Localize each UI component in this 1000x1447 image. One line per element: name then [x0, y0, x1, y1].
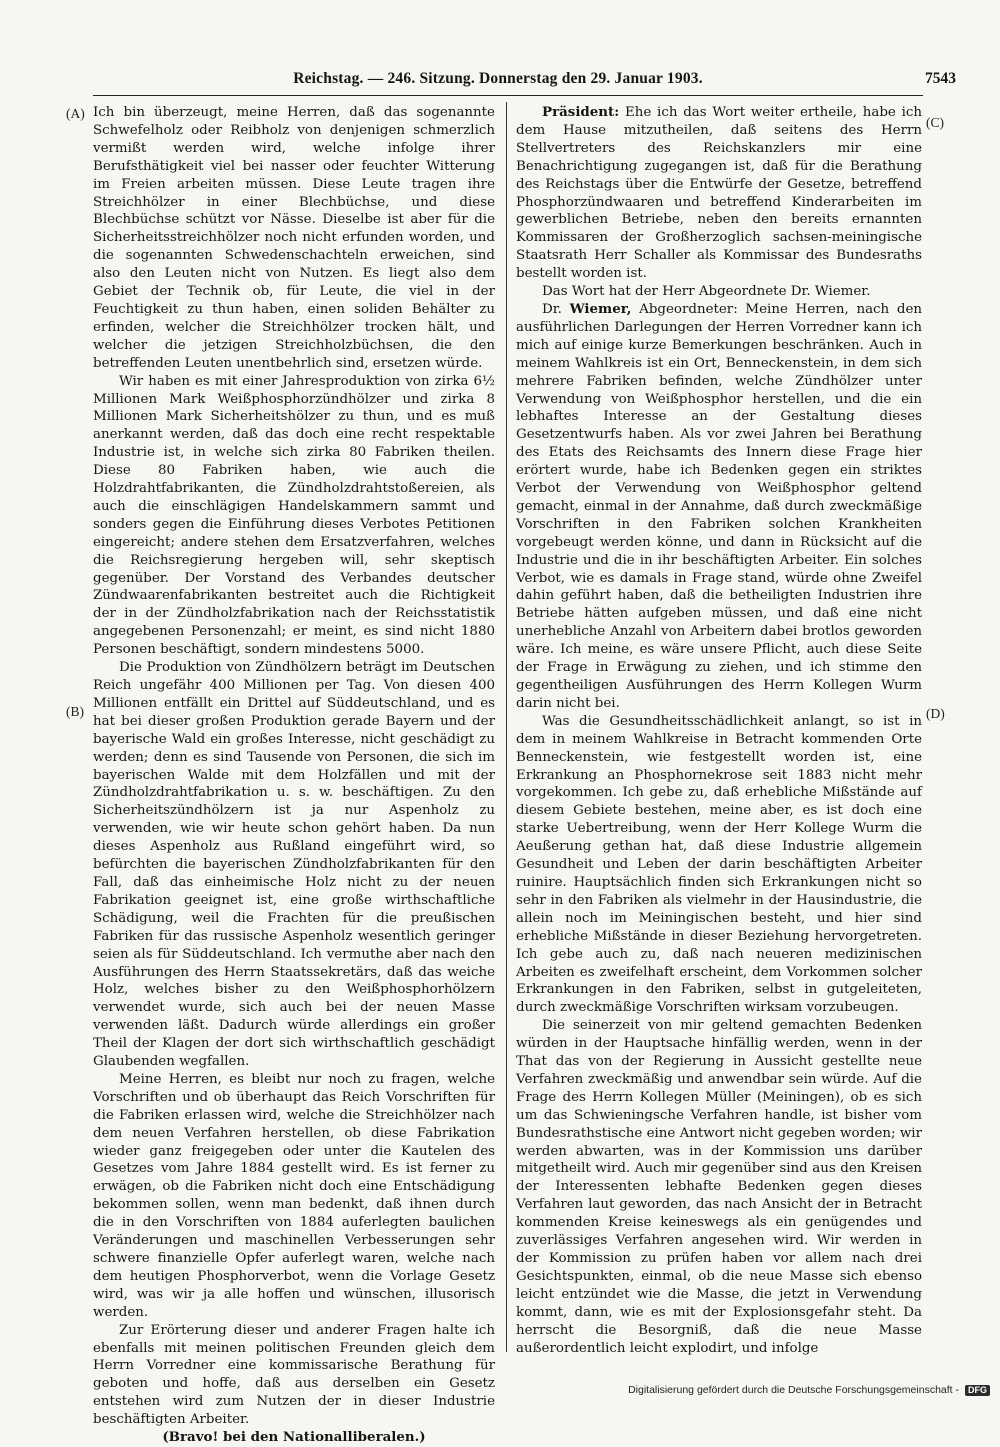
paragraph [516, 301, 922, 713]
paragraph: Was die Gesundheitsschädlichkeit anlangt, so ist in dem in meinem Wahlkreise in Betracht kommenden Orte Benneckenstein, wie festgestellt worden ist, eine Erkrankung an Phosphornekrose seit 1883 nicht mehr vorgekommen. Ich gebe zu, daß erhebliche Mißstände auf diesem Gebiete bestehen, meine aber, es ist doch eine starke Uebertreibung, wenn der Herr Kollege Wurm die Aeußerung gethan hat, daß diese Industrie allgemein Gesundheit und Leben der darin beschäftigten Arbeiter ruinire. Hauptsächlich finden sich Erkrankungen nicht so sehr in den Fabriken als vielmehr in der Hausindustrie, die allein noch im Meiningischen besteht, und hier sind erhebliche Mißstände in dieser Beziehung hervorgetreten. Ich gebe auch zu, daß nach neueren medizinischen Arbeiten es zweifelhaft erscheint, dem Vorkommen solcher Erkrankungen in den Fabriken, selbst in gutgeleiteten, durch zweckmäßige Vorschriften wirksam vorzubeugen. [516, 713, 922, 1016]
speaker-name: Präsident: [542, 104, 620, 120]
paragraph-text: Ehe ich das Wort weiter ertheile, habe ich dem Hause mitzutheilen, daß seitens des Herrn Stellvertreters des Reichskanzlers mir eine Benachrichtigung zugegangen ist, daß für die Berathung des Reichstags über die Entwürfe der Gesetze, betreffend Phosphorzündwaaren und betreffend Kinderarbeiten im gewerblichen Betriebe, neben den bereits ernannten Kommissaren der Großherzoglich sachsen-meiningische Staatsrath Herr Schaller als Kommissar des Bundesraths bestellt worden ist. [516, 105, 922, 282]
footer-credit: Digitalisierung gefördert durch die Deutsche Forschungsgemeinschaft - [628, 1384, 959, 1397]
paragraph: Die seinerzeit von mir geltend gemachten Bedenken würden in der Hauptsache hinfällig werden, wenn in der That das von der Regierung in Aussicht gestellte neue Verfahren zweckmäßig und anwendbar sein würde. Auf die Frage des Herrn Kollegen Müller (Meiningen), ob es sich um das Schwieningsche Verfahren handle, ist bisher vom Bundesrathstische eine Antwort nicht gegeben worden; wir werden abwarten, was in der Kommission uns darüber mitgetheilt wird. Auch mir gegenüber sind aus den Kreisen der Interessenten lebhafte Bedenken gegen dieses Verfahren laut geworden, das nach Ansicht der in Betracht kommenden Kreise keineswegs als ein genügendes und zuverlässiges Verfahren angesehen wird. Wir werden in der Kommission zu prüfen haben vor allem nach drei Gesichtspunkten, einmal, ob die neue Masse sich ebenso leicht entzündet wie die Masse, die jetzt in Verwendung kommt, dann, wie es mit der Explosionsgefahr steht. Da herrscht die Besorgniß, daß die neue Masse außerordentlich leicht explodirt, und infolge [516, 1018, 922, 1356]
footer [610, 1384, 990, 1397]
dfg-logo-icon: DFG [965, 1385, 990, 1396]
paragraph: Die Produktion von Zündhölzern beträgt im Deutschen Reich ungefähr 400 Millionen per Tag. Von diesen 400 Millionen entfällt ein Drittel auf Süddeutschland, und es hat bei dieser großen Produktion gerade Bayern und der bayerische Wald ein großes Interesse, nicht geschädigt zu werden; denn es sind Tausende von Personen, die sich im bayerischen Walde mit dem Holzfällen und mit der Zündholzdrahtfabrikation u. s. w. beschäftigen. Zu den Sicherheitszündhölzern ist ja nur Aspenholz zu verwenden, wie wir heute schon gehört haben. Da nun dieses Aspenholz aus Rußland eingeführt wird, so befürchten die bayerischen Zündholzfabrikanten für den Fall, daß das einheimische Holz nicht zu der neuen Fabrikation geeignet ist, eine große wirthschaftliche Schädigung, weil die Frachten für die preußischen Fabriken für das russische Aspenholz wesentlich geringer seien als für Süddeutschland. Ich vermuthe aber nach den Ausführungen des Herrn Staatssekretärs, daß das weiche Holz, welches bisher zu den Weißphosphorhölzern verwendet wurde, sich auch bei der neuen Masse verwenden läßt. Dadurch würde allerdings ein großer Theil der Klagen der dort sich wirthschaftlich geschädigt Glaubenden wegfallen. [93, 660, 495, 1070]
paragraph: Wir haben es mit einer Jahresproduktion von zirka 6½ Millionen Mark Weißphosphorzündhölzer und zirka 8 Millionen Mark Sicherheitshölzer zu thun, und es muß anerkannt werden, daß das doch eine recht respektable Industrie ist, in welche sich zirka 80 Fabriken theilen. Diese 80 Fabriken haben, wie auch die Holzdrahtfabrikanten, die Zündholzdrahtstoßereien, als auch die einschlägigen Handelskammern sammt und sonders gegen die Einführung dieses Verbotes Petitionen eingereicht; andere stehen dem Ersatzverfahren, welches die Reichsregierung hergeben will, sehr skeptisch gegenüber. Der Vorstand des Verbandes deutscher Zündwaarenfabrikanten bestreitet auch die Richtigkeit der in der Zündholzfabrikation nach der Reichsstatistik angegebenen Personenzahl; er meint, es sind nicht 1880 Personen beschäftigt, sondern mindestens 5000. [93, 373, 495, 658]
paragraph: Das Wort hat der Herr Abgeordnete Dr. Wiemer. [542, 284, 871, 300]
paragraph: Ich bin überzeugt, meine Herren, daß das sogenannte Schwefelholz oder Reibholz von denjenigen schmerzlich vermißt werden wird, welche infolge ihrer Berufsthätigkeit viel bei nasser oder feuchter Witterung im Freien arbeiten müssen. Diese Leute tragen ihre Streichhölzer in einer Blechbüchse, und diese Blechbüchse schützt vor Nässe. Dieselbe ist aber für die Sicherheitsstreichhölzer noch nicht erfunden worden, und die sogenannten Schwedenschachteln erweichen, sind also den Leuten nicht von Nutzen. Es liegt also dem Gebiet der Technik ob, für Leute, die viel in der Feuchtigkeit zu thun haben, einen soliden Behälter zu erfinden, welcher die Streichhölzer trocken hält, und welcher die jetzigen Streichholzbüchsen, die den betreffenden Leuten unentbehrlich sind, ersetzen würde. [93, 105, 495, 371]
right-column [516, 104, 922, 1366]
left-column [93, 104, 495, 1446]
paragraph: Zur Erörterung dieser und anderer Fragen halte ich ebenfalls mit meinen politischen Freunden gleich dem Herrn Vorredner eine kommissarische Berathung für geboten und hoffe, daß aus derselben ein Gesetz entstehen wird zum Nutzen der in dieser Industrie beschäftigten Arbeiter. [93, 1322, 495, 1428]
margin-mark-b: (B) [66, 704, 84, 719]
column-divider [506, 102, 507, 1352]
margin-mark-d: (D) [926, 706, 945, 721]
speaker-name: Wiemer, [569, 300, 632, 317]
header-rule [93, 95, 923, 96]
speaker-title: Dr. [542, 301, 562, 317]
header-title: Reichstag. — 246. Sitzung. Donnerstag den 29. Januar 1903. [293, 70, 703, 87]
margin-mark-c: (C) [926, 115, 944, 130]
paragraph: Meine Herren, es bleibt nur noch zu fragen, welche Vorschriften und ob überhaupt das Reich Vorschriften für die Fabriken erlassen wird, welche die Streichhölzer nach dem neuen Verfahren herstellen, ob diese Fabrikation wieder ganz freigegeben oder unter die Kautelen des Gesetzes vom Jahre 1884 gestellt wird. Es ist ferner zu erwägen, ob die Fabriken nicht doch eine Entschädigung bekommen sollen, wenn man bedenkt, daß ihnen durch die in den Vorschriften von 1884 auferlegten baulichen Veränderungen und maschinellen Verbesserungen sehr schwere finanzielle Opfer auferlegt waren, welche nach dem heutigen Phosphorverbot, wenn die Vorlage Gesetz wird, was wir ja alle hoffen und wünschen, illusorisch werden. [93, 1071, 495, 1320]
applause-note: (Bravo! bei den Nationalliberalen.) [162, 1429, 426, 1446]
paragraph-text: Abgeordneter: Meine Herren, nach den ausführlichen Darlegungen der Herren Vorredner kann ich mich auf einige kurze Bemerkungen beschränken. Auch in meinem Wahlkreis ist ein Ort, Benneckenstein, in dem sich mehrere Fabriken befinden, welche Zündhölzer unter Verwendung von Weißphosphor herstellen, und die ein lebhaftes Interesse an der Gestaltung dieses Gesetzentwurfs haben. Als vor zwei Jahren bei Berathung des Etats des Reichsamts des Innern diese Frage hier erörtert wurde, habe ich Bedenken gegen ein striktes Verbot der Verwendung von Weißphosphor geltend gemacht, einmal in der Annahme, daß durch zweckmäßige Vorschriften in den Fabriken solchen Krankheiten vorgebeugt werden könne, und dann in Rücksicht auf die Industrie und die in ihr beschäftigten Arbeiter. Ein solches Verbot, wie es damals in Frage stand, würde ohne Zweifel dahin geführt haben, daß die betheiligten Industrien ihre Betriebe hätten aufgeben müssen, und daß eine nicht unerhebliche Anzahl von Arbeitern dabei brotlos geworden wäre. Ich meine, es wäre unsere Pflicht, auch diese Seite der Frage in Erwägung zu ziehen, und ich stimme den gegentheiligen Ausführungen des Herrn Kollegen Wurm darin nicht bei. [516, 301, 922, 711]
paragraph [516, 104, 922, 283]
page-number: 7543 [925, 70, 956, 87]
margin-mark-a: (A) [66, 106, 85, 121]
page-header [0, 70, 1000, 94]
